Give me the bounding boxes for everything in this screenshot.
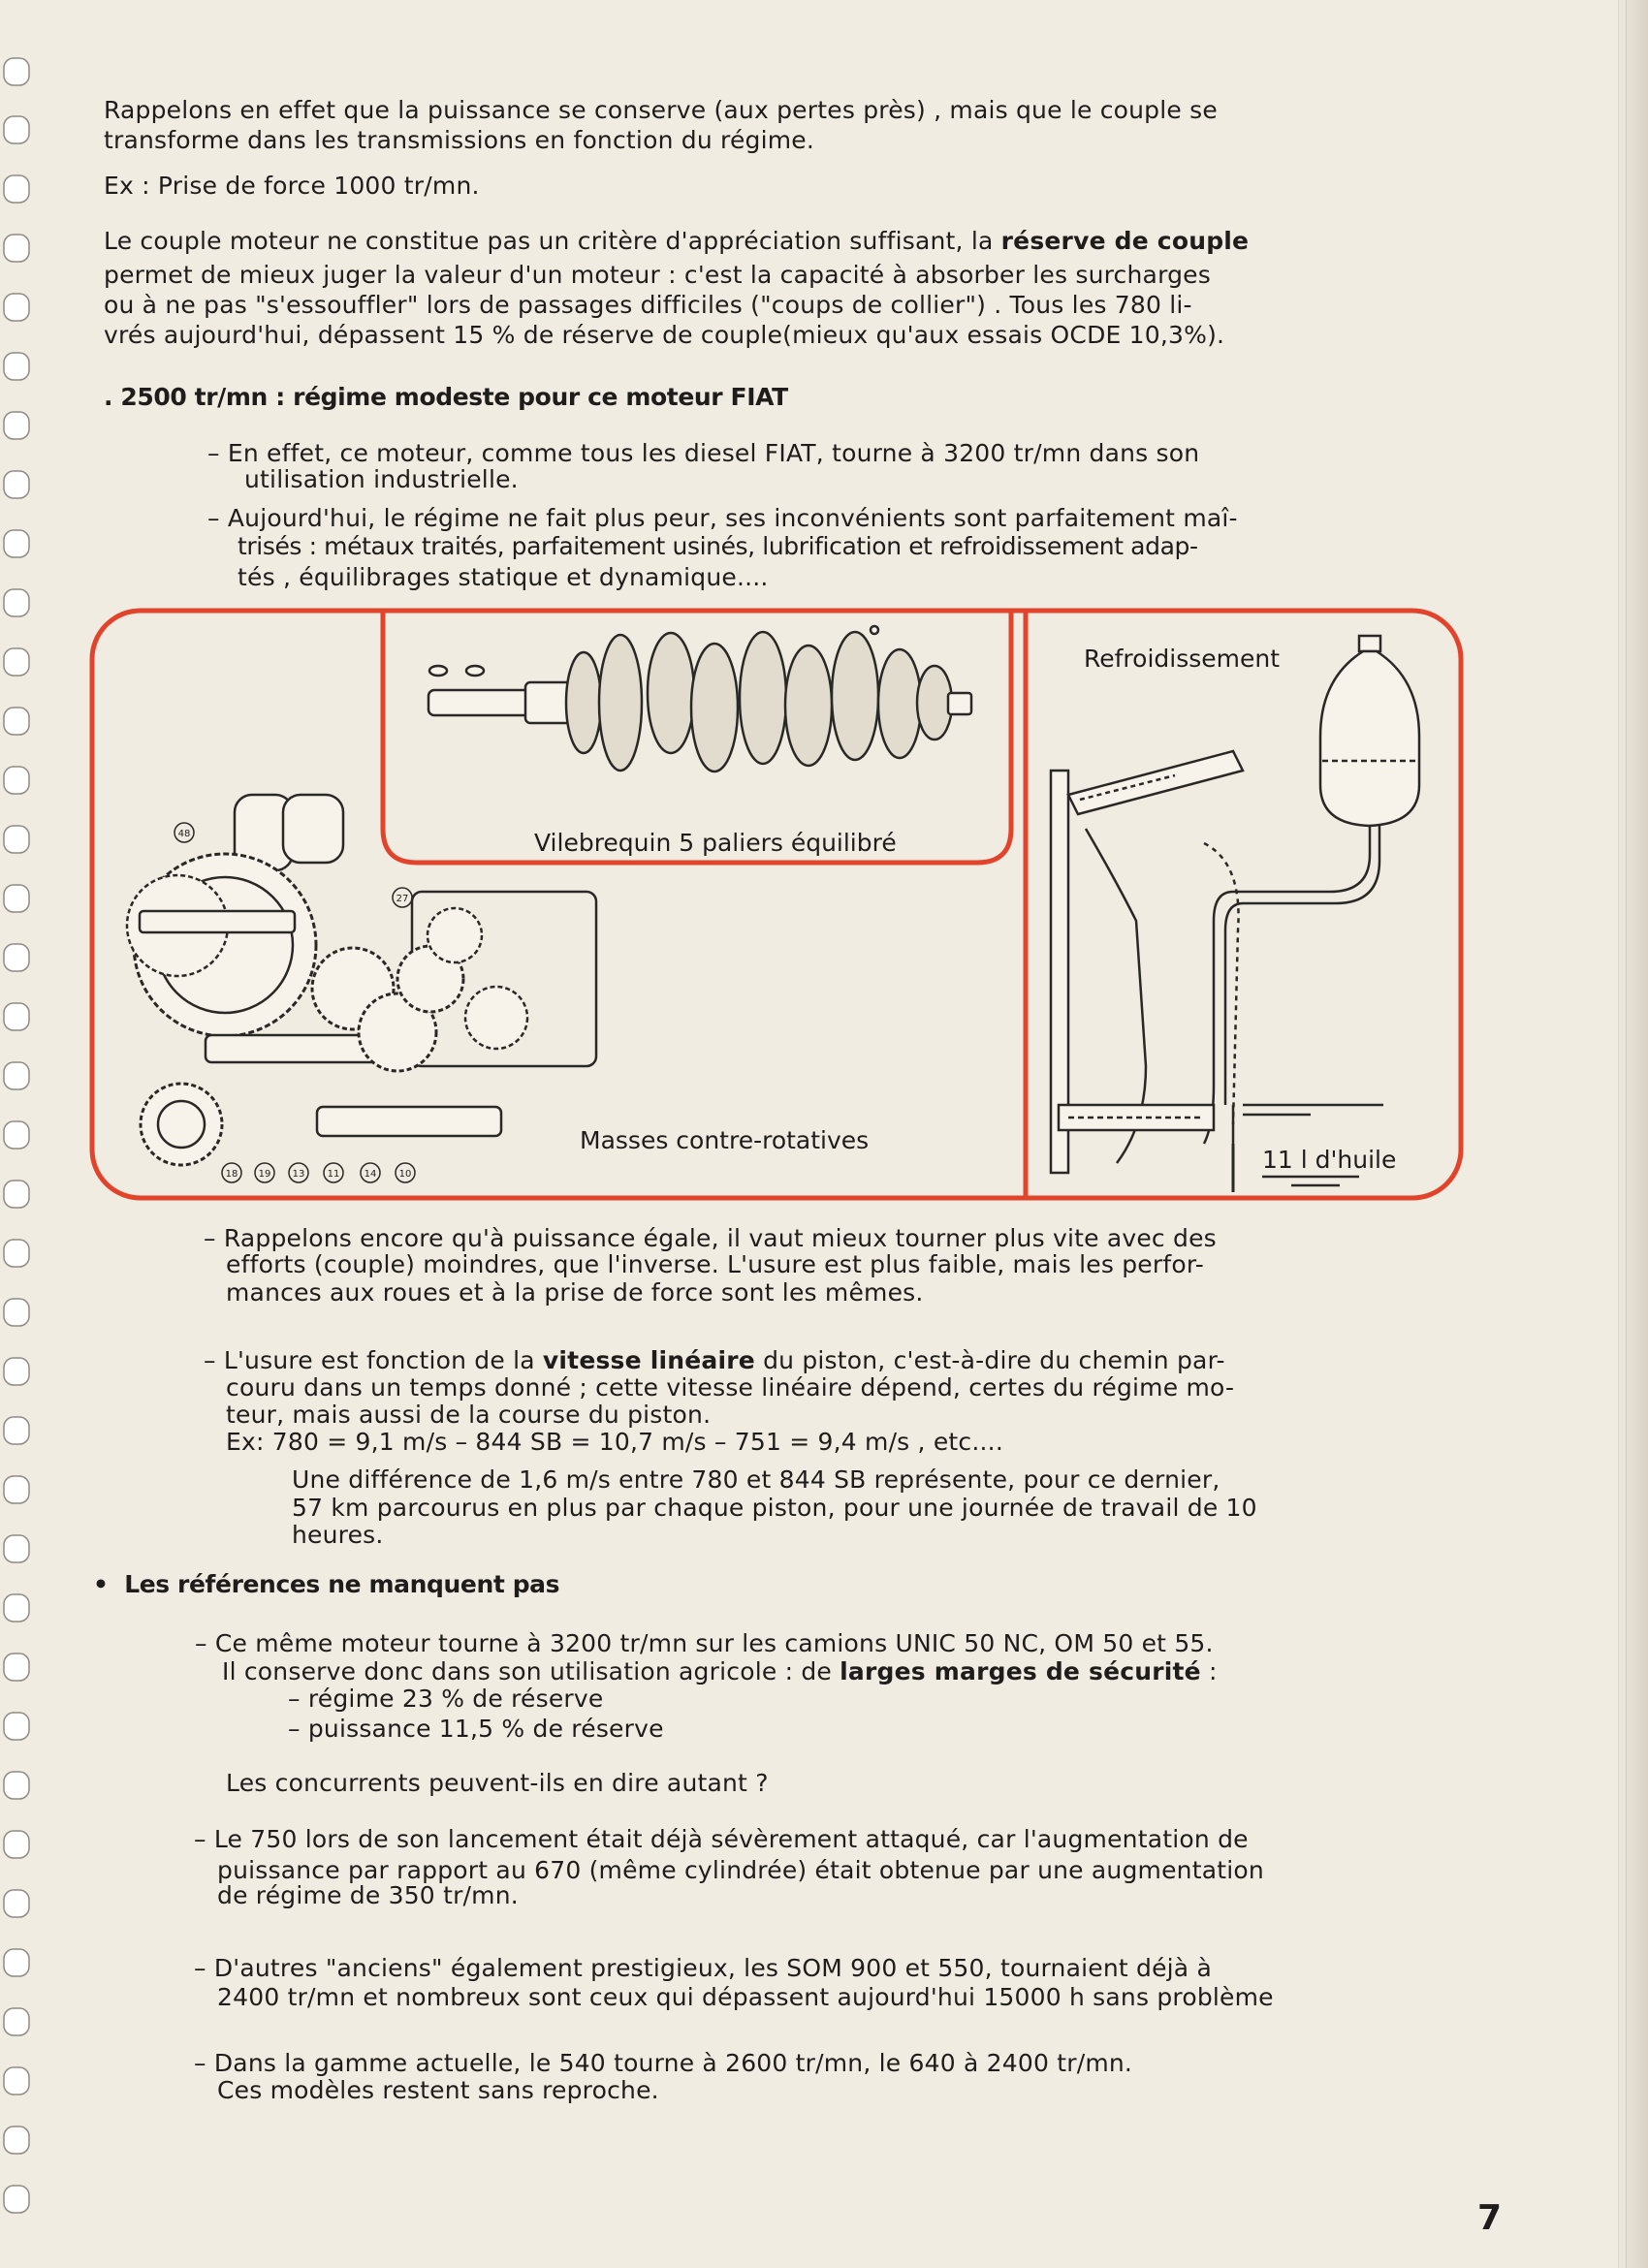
reserve-power: – puissance 11,5 % de réserve: [288, 1715, 664, 1743]
rpm-item-2-line-2: trisés : métaux traités, parfaitement usinés, lubrification et refroidissement adap-: [238, 532, 1198, 560]
references-item-4-line-2: Ces modèles restent sans reproche.: [217, 2076, 659, 2104]
torque-line-2: permet de mieux juger la valeur d'un moteur : c'est la capacité à absorber les surcharges: [104, 261, 1211, 289]
counter-masses-drawing: [127, 795, 596, 1165]
references-item-1-text: Il conserve donc dans son utilisation agricole : de: [222, 1657, 840, 1685]
rpm-item-1-line-2: utilisation industrielle.: [244, 465, 519, 493]
pto-example: Ex : Prise de force 1000 tr/mn.: [104, 172, 480, 200]
references-item-2-line-1: – Le 750 lors de son lancement était déjà sévèrement attaqué, car l'augmentation de: [194, 1825, 1249, 1853]
references-item-2-line-2: puissance par rapport au 670 (même cylindrée) était obtenue par une augmentation: [217, 1856, 1264, 1884]
section-heading-references-text: Les références ne manquent pas: [124, 1570, 560, 1598]
counter-masses-label: Masses contre-rotatives: [580, 1126, 870, 1154]
rpm-item-1-line-1: – En effet, ce moteur, comme tous les diesel FIAT, tourne à 3200 tr/mn dans son: [207, 439, 1200, 467]
difference-line-1: Une différence de 1,6 m/s entre 780 et 844 SB représente, pour ce dernier,: [292, 1465, 1220, 1494]
page-number: 7: [1477, 2198, 1503, 2238]
competitors-question: Les concurrents peuvent-ils en dire autant ?: [226, 1769, 769, 1797]
section-heading-references: [93, 1569, 559, 1599]
references-item-1-colon: :: [1200, 1657, 1218, 1685]
heading-bullet: •: [93, 1570, 125, 1598]
cooling-drawing: [1051, 636, 1419, 1192]
references-item-1-line-2: [222, 1656, 1218, 1686]
callout-bottom-4: 11: [327, 1169, 340, 1180]
references-item-3-line-1: – D'autres "anciens" également prestigieux, les SOM 900 et 550, tournaient déjà à: [194, 1954, 1212, 1982]
wear-item-2-text-b: du piston, c'est-à-dire du chemin par-: [754, 1346, 1225, 1374]
safety-margins-emphasis: larges marges de sécurité: [840, 1657, 1201, 1685]
wear-item-2-line-2: couru dans un temps donné ; cette vitesse linéaire dépend, certes du régime mo-: [226, 1373, 1235, 1402]
crankshaft-drawing: [428, 626, 971, 772]
callout-bottom-3: 13: [292, 1169, 305, 1180]
wear-item-2-text-a: – L'usure est fonction de la: [204, 1346, 543, 1374]
wear-item-2-line-3: teur, mais aussi de la course du piston.: [226, 1401, 712, 1429]
callout-bottom-6: 10: [398, 1169, 412, 1180]
wear-item-1-line-3: mances aux roues et à la prise de force sont les mêmes.: [226, 1278, 924, 1307]
oil-capacity-label: 11 l d'huile: [1262, 1146, 1397, 1174]
difference-line-2: 57 km parcourus en plus par chaque piston, pour une journée de travail de 10: [292, 1494, 1257, 1522]
references-item-2-line-3: de régime de 350 tr/mn.: [217, 1881, 519, 1909]
binding-holes: [0, 0, 45, 2268]
references-item-1-line-1: – Ce même moteur tourne à 3200 tr/mn sur les camions UNIC 50 NC, OM 50 et 55.: [195, 1629, 1214, 1657]
callout-bottom-2: 19: [258, 1169, 271, 1180]
torque-line-1-text: Le couple moteur ne constitue pas un critère d'appréciation suffisant, la: [104, 227, 1001, 255]
torque-line-4: vrés aujourd'hui, dépassent 15 % de réserve de couple(mieux qu'aux essais OCDE 10,3%).: [104, 321, 1225, 349]
crankshaft-label: Vilebrequin 5 paliers équilibré: [534, 829, 897, 857]
intro-line-2: transforme dans les transmissions en fonction du régime.: [104, 126, 815, 154]
section-heading-rpm: . 2500 tr/mn : régime modeste pour ce moteur FIAT: [104, 383, 788, 411]
linear-speed-emphasis: vitesse linéaire: [542, 1346, 755, 1374]
callout-bottom-5: 14: [364, 1169, 377, 1180]
intro-line-1: Rappelons en effet que la puissance se conserve (aux pertes près) , mais que le couple se: [104, 96, 1218, 124]
difference-line-3: heures.: [292, 1521, 384, 1549]
torque-reserve-emphasis: réserve de couple: [1000, 227, 1250, 255]
engine-figure: [89, 601, 1466, 1212]
page-edge: [1626, 0, 1648, 2268]
wear-item-2-line-1: [204, 1345, 1225, 1375]
reserve-rpm: – régime 23 % de réserve: [288, 1685, 604, 1713]
rpm-item-2-line-3: tés , équilibrages statique et dynamique....: [238, 563, 769, 591]
wear-item-1-line-2: efforts (couple) moindres, que l'inverse. L'usure est plus faible, mais les perfor-: [226, 1250, 1204, 1278]
references-item-4-line-1: – Dans la gamme actuelle, le 540 tourne à 2600 tr/mn, le 640 à 2400 tr/mn.: [194, 2049, 1133, 2077]
wear-item-1-line-1: – Rappelons encore qu'à puissance égale, il vaut mieux tourner plus vite avec des: [204, 1224, 1217, 1252]
callout-bottom-1: 18: [225, 1169, 238, 1180]
torque-line-1: [104, 226, 1249, 256]
cooling-label: Refroidissement: [1084, 645, 1281, 673]
torque-line-3: ou à ne pas "s'essouffler" lors de passages difficiles ("coups de collier") . Tous les 780 li-: [104, 291, 1192, 319]
callout-top-2: 27: [396, 894, 409, 904]
piston-speed-example: Ex: 780 = 9,1 m/s – 844 SB = 10,7 m/s – 751 = 9,4 m/s , etc....: [226, 1428, 1003, 1456]
references-item-3-line-2: 2400 tr/mn et nombreux sont ceux qui dépassent aujourd'hui 15000 h sans problème: [217, 1983, 1274, 2011]
callout-top-1: 48: [177, 829, 191, 839]
rpm-item-2-line-1: – Aujourd'hui, le régime ne fait plus peur, ses inconvénients sont parfaitement maî-: [207, 504, 1238, 532]
